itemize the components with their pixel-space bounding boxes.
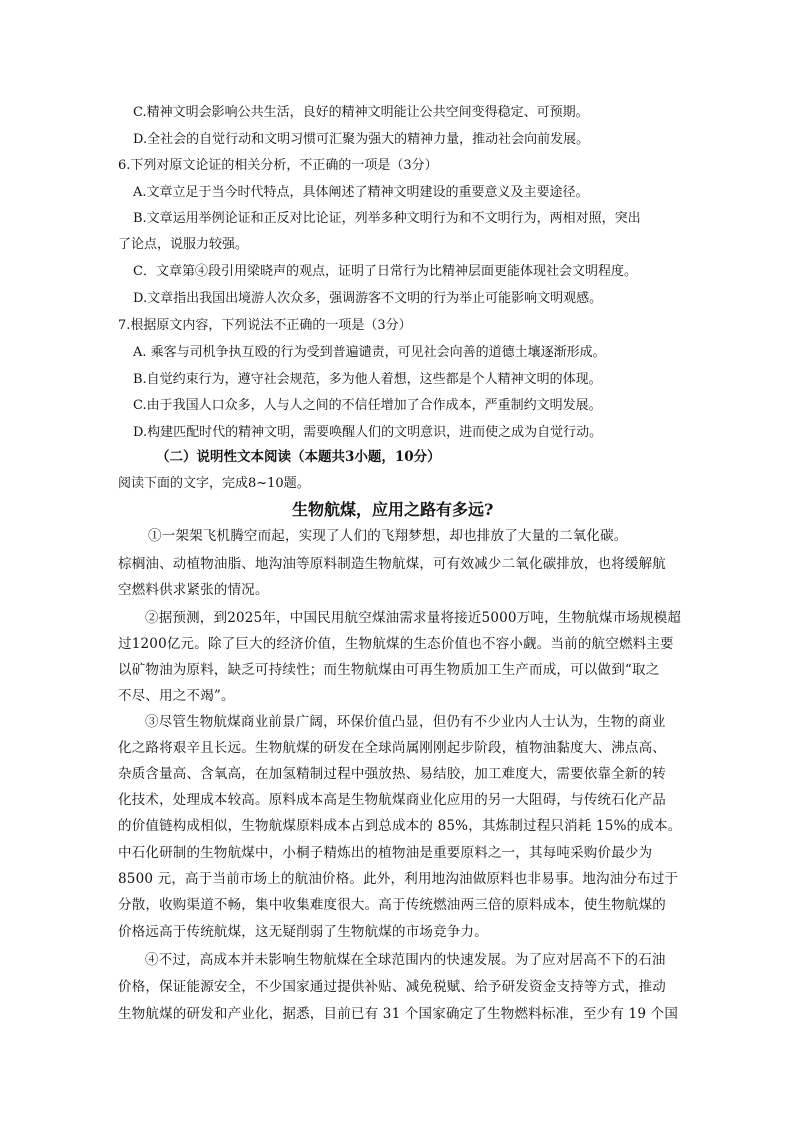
q6-option-b-line2: 了论点，说服力较强。 [118, 237, 249, 252]
q7-option-d: D.构建匹配时代的精神文明，需要唤醒人们的文明意识，进而使之成为自觉行动。 [133, 425, 603, 440]
q7-option-b: B.自觉约束行为，遵守社会规范，多为他人着想，这些都是个人精神文明的体现。 [133, 372, 602, 387]
article-line: 以矿物油为原料，缺乏可持续性；而生物航煤由可再生物质加工生产而成，可以做到“取之 [118, 662, 660, 678]
q6-option-a: A.文章立足于当今时代特点，具体阐述了精神文明建设的重要意义及主要途径。 [133, 185, 589, 200]
q6-option-d: D.文章指出我国出境游人次众多，强调游客不文明的行为举止可能影响文明观感。 [133, 291, 603, 306]
article-line: ③尽管生物航煤商业前景广阔，环保价值凸显，但仍有不少业内人士认为，生物的商业 [145, 714, 666, 730]
article-line: 棕榈油、动植物油脂、地沟油等原料制造生物航煤，可有效减少二氧化碳排放，也将缓解航 [118, 556, 666, 572]
article-line: 不尽、用之不竭”。 [118, 688, 235, 704]
article-line: 过1200亿元。除了巨大的经济价值，生物航煤的生态价值也不容小觑。当前的航空燃料主要 [118, 636, 674, 652]
article-line: 化之路将艰辛且长远。生物航煤的研发在全球尚属刚刚起步阶段，植物油黏度大、沸点高、 [118, 740, 666, 756]
q5-option-d: D.全社会的自觉行动和文明习惯可汇聚为强大的精神力量，推动社会向前发展。 [133, 132, 590, 147]
article-line: 中石化研制的生物航煤中，小桐子精炼出的植物油是重要原料之一，其每吨采购价最少为 [118, 845, 653, 861]
article-line: 价格，保证能源安全，不少国家通过提供补贴、减免税赋、给予研发资金支持等方式，推动 [118, 979, 666, 995]
article-line: 空燃料供求紧张的情况。 [118, 582, 269, 598]
article-line: 杂质含量高、含氧高，在加氢精制过程中强放热、易结胶，加工难度大，需要依靠全新的转 [118, 766, 666, 782]
q7-option-a: A. 乘客与司机争执互殴的行为受到普遍谴责，可见社会向善的道德土壤逐渐形成。 [133, 345, 606, 360]
article-line: 生物航煤的研发和产业化，据悉，目前已有 31 个国家确定了生物燃料标准，至少有 19 个国 [118, 1006, 679, 1022]
section-instruction: 阅读下面的文字，完成8~10题。 [118, 476, 310, 491]
article-title: 生物航煤，应用之路有多远? [292, 500, 494, 519]
article-line: ①一架架飞机腾空而起，实现了人们的飞翔梦想，却也排放了大量的二氧化碳。 [148, 528, 628, 544]
article-line: 化技术，处理成本较高。原料成本高是生物航煤商业化应用的另一大阻碍，与传统石化产品 [118, 792, 666, 808]
q6-option-c: C．文章第④段引用梁晓声的观点，证明了日常行为比精神层面更能体现社会文明程度。 [133, 264, 637, 279]
q6-stem: 6.下列对原文论证的相关分析，不正确的一项是（3分） [118, 158, 438, 173]
article-line: ④不过，高成本并未影响生物航煤在全球范围内的快速发展。为了应对居高不下的石油 [145, 952, 666, 968]
q6-option-b-line1: B.文章运用举例论证和正反对比论证，列举多种文明行为和不文明行为，两相对照，突出 [133, 211, 641, 226]
article-line: 的价值链构成相似，生物航煤原料成本占到总成本的 85%，其炼制过程只消耗 15%的成本。 [118, 818, 682, 834]
q5-option-c: C.精神文明会影响公共生活，良好的精神文明能让公共空间变得稳定、可预期。 [133, 105, 589, 120]
article-line: 8500 元，高于当前市场上的航油价格。此外，利用地沟油做原料也非易事。地沟油分布过于 [118, 871, 679, 887]
section-heading: （二）说明性文本阅读（本题共3小题，10分） [156, 449, 441, 465]
article-line: 价格远高于传统航煤，这无疑削弱了生物航煤的市场竞争力。 [118, 924, 488, 940]
article-line: ②据预测，到2025年，中国民用航空煤油需求量将接近5000万吨，生物航煤市场规模超 [145, 610, 682, 626]
q7-option-c: C.由于我国人口众多，人与人之间的不信任增加了合作成本，严重制约文明发展。 [133, 398, 602, 413]
q7-stem: 7.根据原文内容，下列说法不正确的一项是（3分） [118, 318, 412, 333]
article-line: 分散，收购渠道不畅，集中收集难度很大。高于传统燃油两三倍的原料成本，使生物航煤的 [118, 897, 666, 913]
